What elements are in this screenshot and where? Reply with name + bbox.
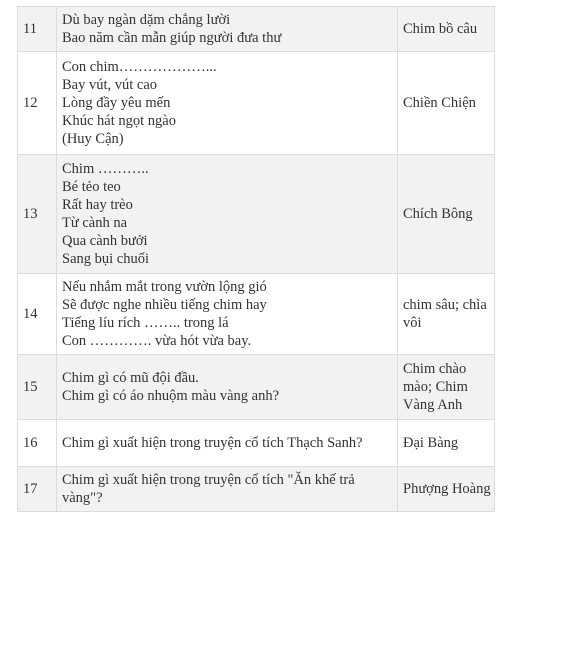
question-cell [57, 355, 398, 420]
question-cell [57, 7, 398, 52]
question-line: Qua cành bưởi [62, 233, 148, 249]
question-cell [57, 155, 398, 274]
question-line: Chim ……….. [62, 161, 149, 177]
row-number: 12 [18, 52, 57, 155]
question-line: Chim gì xuất hiện trong truyện cổ tích Thạch Sanh? [62, 435, 363, 451]
question-line: Chim gì có áo nhuộm màu vàng anh? [62, 388, 280, 404]
row-number: 14 [18, 274, 57, 355]
question-line: Sang bụi chuối [62, 251, 149, 267]
answer-cell: Phượng Hoàng [398, 467, 495, 512]
question-line: Bé tẻo teo [62, 179, 121, 195]
question-line: Lòng đầy yêu mến [62, 95, 171, 111]
question-line: Con …………. vừa hót vừa bay. [62, 333, 252, 349]
question-line: Con chim………………... [62, 59, 217, 75]
table-row [18, 155, 495, 274]
question-line: Sẽ được nghe nhiều tiếng chim hay [62, 297, 267, 313]
question-line: Rất hay trèo [62, 197, 133, 213]
question-line: Khúc hát ngọt ngào [62, 113, 176, 129]
row-number: 11 [18, 7, 57, 52]
question-line: Bao năm cần mẫn giúp người đưa thư [62, 30, 282, 46]
question-line: Bay vút, vút cao [62, 77, 158, 93]
table-row [18, 355, 495, 420]
bird-riddle-table [17, 6, 495, 512]
question-cell [57, 274, 398, 355]
question-line: Chim gì xuất hiện trong truyện cổ tích "Ăn khế trả vàng"? [62, 472, 355, 506]
question-line: Tiếng líu rích …….. trong lá [62, 315, 229, 331]
question-cell [57, 420, 398, 467]
table-row [18, 274, 495, 355]
question-line: Từ cành na [62, 215, 128, 231]
question-line: (Huy Cận) [62, 131, 124, 147]
question-line: Nếu nhắm mắt trong vườn lộng gió [62, 279, 267, 295]
row-number: 15 [18, 355, 57, 420]
table-row [18, 52, 495, 155]
question-cell [57, 52, 398, 155]
answer-cell: Chiền Chiện [398, 52, 495, 155]
table-row [18, 467, 495, 512]
question-line: Chim gì có mũ đội đầu. [62, 370, 199, 386]
question-cell [57, 467, 398, 512]
row-number: 17 [18, 467, 57, 512]
row-number: 16 [18, 420, 57, 467]
answer-cell: chim sâu; chìa vôi [398, 274, 495, 355]
row-number: 13 [18, 155, 57, 274]
table-row [18, 7, 495, 52]
question-line: Dù bay ngàn dặm chẳng lười [62, 12, 231, 28]
answer-cell: Chim chào mào; Chim Vàng Anh [398, 355, 495, 420]
answer-cell: Chim bồ câu [398, 7, 495, 52]
table-row [18, 420, 495, 467]
answer-cell: Đại Bàng [398, 420, 495, 467]
answer-cell: Chích Bông [398, 155, 495, 274]
